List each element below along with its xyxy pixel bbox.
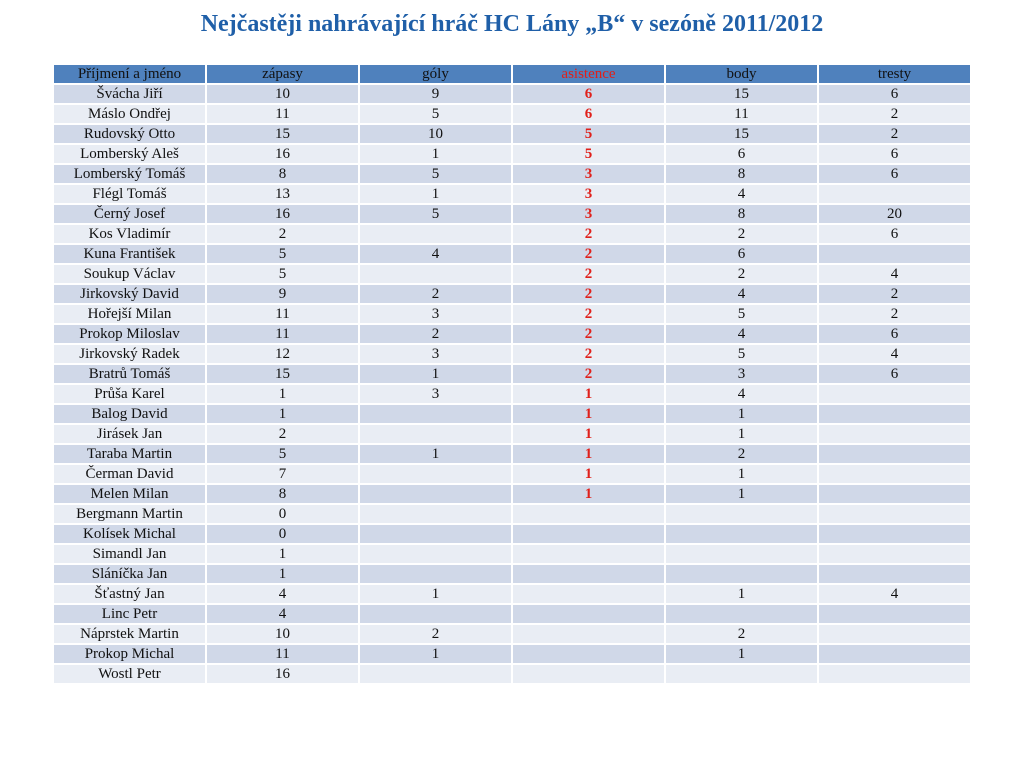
- cell-matches: 12: [206, 344, 359, 364]
- cell-name: Rudovský Otto: [53, 124, 206, 144]
- cell-points: 15: [665, 84, 818, 104]
- player-stats-table: [52, 63, 972, 685]
- table-row: [53, 424, 971, 444]
- cell-name: Kolísek Michal: [53, 524, 206, 544]
- cell-penalties: 2: [818, 124, 971, 144]
- cell-points: 2: [665, 624, 818, 644]
- cell-matches: 8: [206, 484, 359, 504]
- slide-title: Nejčastěji nahrávající hráč HC Lány „B“ v sezóně 2011/2012: [200, 11, 824, 37]
- cell-goals: 5: [359, 104, 512, 124]
- cell-matches: 10: [206, 84, 359, 104]
- table-header: [53, 64, 971, 84]
- cell-name: Sláníčka Jan: [53, 564, 206, 584]
- cell-goals: [359, 524, 512, 544]
- cell-matches: 5: [206, 444, 359, 464]
- cell-penalties: 6: [818, 364, 971, 384]
- cell-goals: 2: [359, 284, 512, 304]
- table-row: [53, 524, 971, 544]
- cell-goals: 1: [359, 444, 512, 464]
- cell-points: 15: [665, 124, 818, 144]
- cell-points: 4: [665, 324, 818, 344]
- cell-name: Flégl Tomáš: [53, 184, 206, 204]
- cell-assists: [512, 644, 665, 664]
- cell-name: Bratrů Tomáš: [53, 364, 206, 384]
- cell-matches: 11: [206, 304, 359, 324]
- cell-penalties: 6: [818, 84, 971, 104]
- cell-assists: [512, 564, 665, 584]
- cell-matches: 11: [206, 644, 359, 664]
- table-row: [53, 604, 971, 624]
- cell-points: 3: [665, 364, 818, 384]
- cell-assists: [512, 544, 665, 564]
- cell-penalties: [818, 664, 971, 684]
- column-header-points: body: [665, 64, 818, 84]
- cell-penalties: 6: [818, 324, 971, 344]
- cell-penalties: 4: [818, 584, 971, 604]
- table-row: [53, 464, 971, 484]
- cell-assists: 1: [512, 384, 665, 404]
- cell-name: Linc Petr: [53, 604, 206, 624]
- cell-matches: 0: [206, 504, 359, 524]
- cell-points: [665, 504, 818, 524]
- cell-name: Průša Karel: [53, 384, 206, 404]
- cell-penalties: [818, 184, 971, 204]
- table-row: [53, 444, 971, 464]
- cell-name: Melen Milan: [53, 484, 206, 504]
- cell-goals: 1: [359, 184, 512, 204]
- cell-goals: 5: [359, 164, 512, 184]
- cell-points: 4: [665, 284, 818, 304]
- cell-name: Taraba Martin: [53, 444, 206, 464]
- cell-points: 1: [665, 484, 818, 504]
- cell-points: 5: [665, 304, 818, 324]
- cell-penalties: 2: [818, 284, 971, 304]
- cell-name: Kuna František: [53, 244, 206, 264]
- cell-name: Jirkovský Radek: [53, 344, 206, 364]
- header-row: [53, 64, 971, 84]
- cell-matches: 2: [206, 224, 359, 244]
- cell-name: Simandl Jan: [53, 544, 206, 564]
- table-row: [53, 264, 971, 284]
- cell-goals: [359, 404, 512, 424]
- cell-assists: 1: [512, 404, 665, 424]
- table-row: [53, 364, 971, 384]
- cell-assists: 3: [512, 184, 665, 204]
- cell-penalties: [818, 504, 971, 524]
- cell-matches: 10: [206, 624, 359, 644]
- table-row: [53, 624, 971, 644]
- cell-penalties: 4: [818, 344, 971, 364]
- cell-penalties: [818, 564, 971, 584]
- cell-name: Hořejší Milan: [53, 304, 206, 324]
- cell-assists: [512, 504, 665, 524]
- cell-name: Černý Josef: [53, 204, 206, 224]
- cell-name: Čerman David: [53, 464, 206, 484]
- cell-points: 11: [665, 104, 818, 124]
- column-header-goals: góly: [359, 64, 512, 84]
- cell-matches: 16: [206, 144, 359, 164]
- cell-goals: 5: [359, 204, 512, 224]
- cell-matches: 1: [206, 404, 359, 424]
- cell-penalties: 4: [818, 264, 971, 284]
- table-row: [53, 504, 971, 524]
- cell-assists: [512, 524, 665, 544]
- table-row: [53, 244, 971, 264]
- cell-matches: 13: [206, 184, 359, 204]
- cell-assists: 2: [512, 304, 665, 324]
- cell-points: [665, 564, 818, 584]
- cell-assists: 5: [512, 124, 665, 144]
- cell-goals: [359, 544, 512, 564]
- cell-name: Máslo Ondřej: [53, 104, 206, 124]
- cell-matches: 1: [206, 564, 359, 584]
- cell-penalties: [818, 644, 971, 664]
- cell-points: 1: [665, 584, 818, 604]
- cell-matches: 7: [206, 464, 359, 484]
- cell-name: Jirásek Jan: [53, 424, 206, 444]
- cell-matches: 15: [206, 124, 359, 144]
- table-row: [53, 564, 971, 584]
- cell-assists: 2: [512, 264, 665, 284]
- cell-points: 2: [665, 224, 818, 244]
- table-row: [53, 404, 971, 424]
- cell-penalties: 2: [818, 104, 971, 124]
- cell-matches: 5: [206, 264, 359, 284]
- table-row: [53, 284, 971, 304]
- cell-matches: 16: [206, 664, 359, 684]
- cell-name: Náprstek Martin: [53, 624, 206, 644]
- cell-assists: 3: [512, 164, 665, 184]
- cell-goals: [359, 604, 512, 624]
- cell-assists: [512, 584, 665, 604]
- cell-points: 6: [665, 144, 818, 164]
- cell-matches: 11: [206, 104, 359, 124]
- table-row: [53, 544, 971, 564]
- cell-goals: [359, 264, 512, 284]
- cell-matches: 2: [206, 424, 359, 444]
- cell-name: Bergmann Martin: [53, 504, 206, 524]
- cell-assists: 2: [512, 244, 665, 264]
- cell-penalties: [818, 544, 971, 564]
- cell-penalties: [818, 384, 971, 404]
- table-body: [53, 84, 971, 684]
- cell-goals: 9: [359, 84, 512, 104]
- table-row: [53, 224, 971, 244]
- cell-penalties: 2: [818, 304, 971, 324]
- cell-matches: 9: [206, 284, 359, 304]
- cell-goals: [359, 464, 512, 484]
- cell-goals: 10: [359, 124, 512, 144]
- table-row: [53, 304, 971, 324]
- column-header-assists: asistence: [512, 64, 665, 84]
- cell-points: 6: [665, 244, 818, 264]
- cell-goals: 1: [359, 584, 512, 604]
- cell-points: 2: [665, 444, 818, 464]
- cell-penalties: 20: [818, 204, 971, 224]
- cell-goals: 1: [359, 144, 512, 164]
- cell-name: Lomberský Aleš: [53, 144, 206, 164]
- cell-name: Švácha Jiří: [53, 84, 206, 104]
- cell-matches: 0: [206, 524, 359, 544]
- cell-points: 4: [665, 384, 818, 404]
- cell-goals: [359, 504, 512, 524]
- cell-penalties: 6: [818, 224, 971, 244]
- cell-matches: 4: [206, 604, 359, 624]
- cell-goals: 3: [359, 304, 512, 324]
- cell-assists: 5: [512, 144, 665, 164]
- table-row: [53, 324, 971, 344]
- cell-penalties: 6: [818, 164, 971, 184]
- cell-matches: 1: [206, 544, 359, 564]
- cell-matches: 1: [206, 384, 359, 404]
- table-row: [53, 104, 971, 124]
- cell-name: Kos Vladimír: [53, 224, 206, 244]
- table-row: [53, 484, 971, 504]
- cell-penalties: [818, 404, 971, 424]
- cell-points: [665, 664, 818, 684]
- cell-name: Lomberský Tomáš: [53, 164, 206, 184]
- cell-points: [665, 524, 818, 544]
- cell-name: Prokop Michal: [53, 644, 206, 664]
- table-row: [53, 204, 971, 224]
- cell-penalties: [818, 604, 971, 624]
- cell-penalties: [818, 244, 971, 264]
- cell-matches: 4: [206, 584, 359, 604]
- cell-assists: 1: [512, 484, 665, 504]
- cell-goals: 3: [359, 384, 512, 404]
- cell-name: Šťastný Jan: [53, 584, 206, 604]
- cell-goals: [359, 664, 512, 684]
- cell-penalties: [818, 524, 971, 544]
- cell-matches: 5: [206, 244, 359, 264]
- column-header-name: Příjmení a jméno: [53, 64, 206, 84]
- cell-goals: 1: [359, 364, 512, 384]
- cell-points: 1: [665, 464, 818, 484]
- table-row: [53, 644, 971, 664]
- cell-matches: 15: [206, 364, 359, 384]
- cell-points: 1: [665, 424, 818, 444]
- cell-assists: 1: [512, 464, 665, 484]
- cell-penalties: [818, 444, 971, 464]
- table-row: [53, 184, 971, 204]
- cell-points: 1: [665, 644, 818, 664]
- cell-penalties: [818, 484, 971, 504]
- cell-goals: 2: [359, 324, 512, 344]
- cell-points: [665, 604, 818, 624]
- cell-matches: 11: [206, 324, 359, 344]
- cell-goals: 4: [359, 244, 512, 264]
- table-row: [53, 664, 971, 684]
- cell-assists: 1: [512, 424, 665, 444]
- cell-points: 5: [665, 344, 818, 364]
- cell-name: Prokop Miloslav: [53, 324, 206, 344]
- cell-penalties: [818, 624, 971, 644]
- cell-penalties: 6: [818, 144, 971, 164]
- cell-matches: 16: [206, 204, 359, 224]
- cell-goals: 3: [359, 344, 512, 364]
- cell-points: 1: [665, 404, 818, 424]
- table-row: [53, 84, 971, 104]
- cell-name: Balog David: [53, 404, 206, 424]
- cell-points: 4: [665, 184, 818, 204]
- cell-assists: 2: [512, 224, 665, 244]
- table-row: [53, 584, 971, 604]
- cell-points: 2: [665, 264, 818, 284]
- cell-assists: 6: [512, 84, 665, 104]
- cell-assists: 6: [512, 104, 665, 124]
- cell-assists: [512, 624, 665, 644]
- cell-goals: [359, 484, 512, 504]
- cell-matches: 8: [206, 164, 359, 184]
- table-row: [53, 384, 971, 404]
- cell-penalties: [818, 464, 971, 484]
- table-row: [53, 124, 971, 144]
- cell-goals: 1: [359, 644, 512, 664]
- cell-points: 8: [665, 164, 818, 184]
- cell-goals: [359, 224, 512, 244]
- cell-points: [665, 544, 818, 564]
- cell-assists: [512, 604, 665, 624]
- cell-name: Wostl Petr: [53, 664, 206, 684]
- table-row: [53, 164, 971, 184]
- column-header-matches: zápasy: [206, 64, 359, 84]
- table-row: [53, 144, 971, 164]
- cell-assists: 3: [512, 204, 665, 224]
- cell-assists: 2: [512, 364, 665, 384]
- cell-assists: 2: [512, 324, 665, 344]
- cell-goals: [359, 564, 512, 584]
- cell-assists: 2: [512, 344, 665, 364]
- cell-name: Soukup Václav: [53, 264, 206, 284]
- cell-goals: 2: [359, 624, 512, 644]
- cell-assists: [512, 664, 665, 684]
- column-header-penalties: tresty: [818, 64, 971, 84]
- cell-penalties: [818, 424, 971, 444]
- cell-assists: 1: [512, 444, 665, 464]
- cell-goals: [359, 424, 512, 444]
- cell-name: Jirkovský David: [53, 284, 206, 304]
- cell-assists: 2: [512, 284, 665, 304]
- cell-points: 8: [665, 204, 818, 224]
- table-row: [53, 344, 971, 364]
